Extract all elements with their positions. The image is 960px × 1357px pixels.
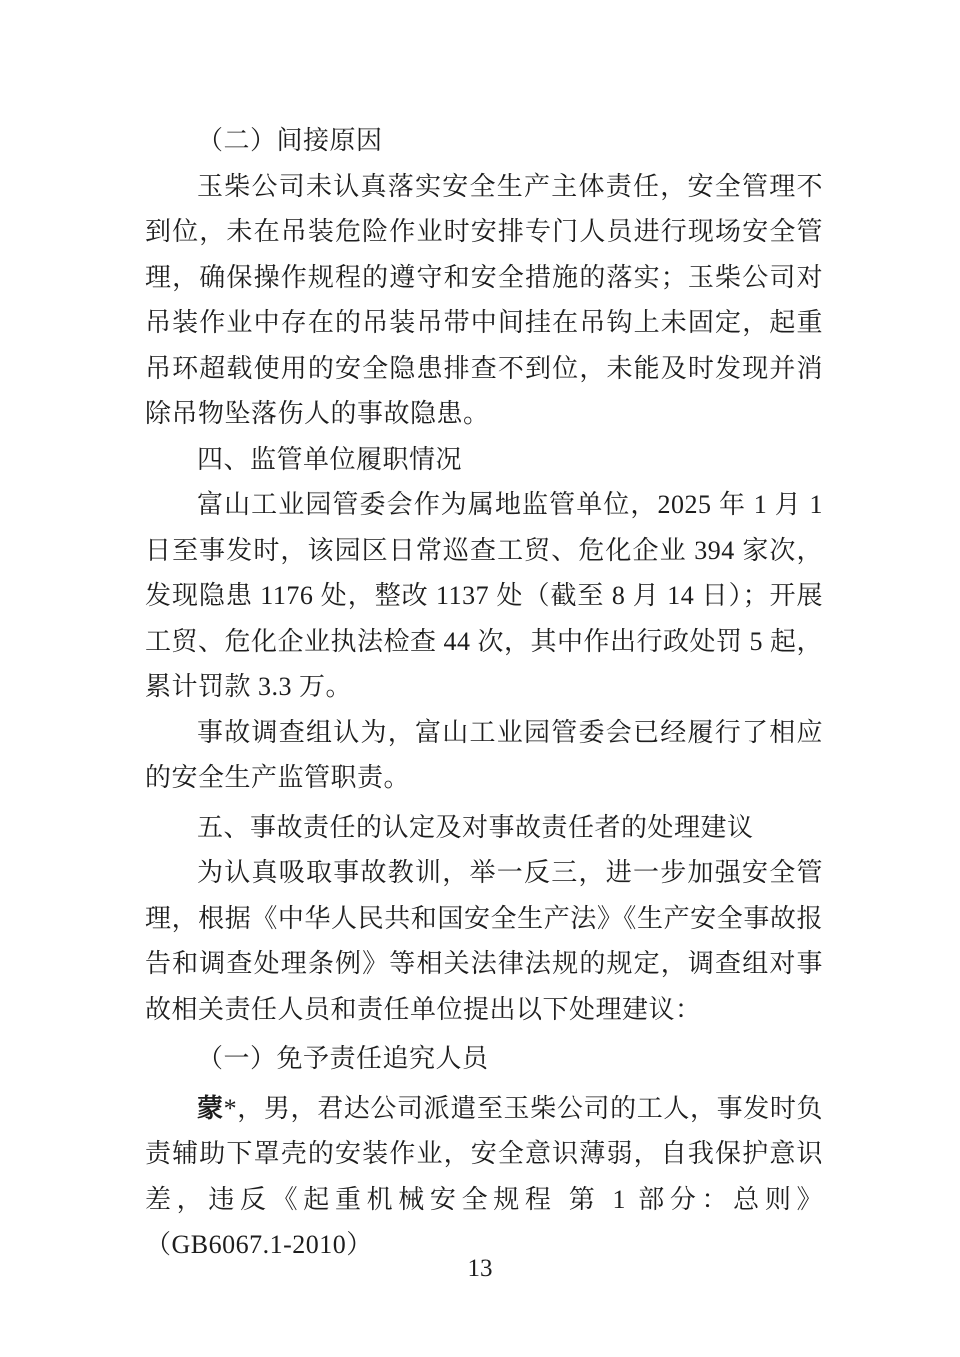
subsection-heading-indirect-cause: （二）间接原因: [197, 126, 383, 155]
paragraph-regulator-inspections: 富山工业园管委会作为属地监管单位，2025 年 1 月 1 日至事发时，该园区日常巡查工贸、危化企业 394 家次，发现隐患 1176 处，整改 1137 处（截至 8 月 14 日）；开展工贸、危化企业执法检查 44 次，其中作出行政处罚 5 起，累计罚款 3.3 万。: [145, 490, 824, 701]
paragraph-legal-basis: 为认真吸取事故教训，举一反三，进一步加强安全管理，根据《中华人民共和国安全生产法》《生产安全事故报告和调查处理条例》等相关法律法规的规定，调查组对事故相关责任人员和责任单位提出以下处理建议：: [145, 858, 823, 1024]
paragraph-indirect-cause: 玉柴公司未认真落实安全生产主体责任，安全管理不到位，未在吊装危险作业时安排专门人员进行现场安全管理，确保操作规程的遵守和安全措施的落实；玉柴公司对吊装作业中存在的吊装吊带中间挂在吊钩上未固定，起重吊环超载使用的安全隐患排查不到位，未能及时发现并消除吊物坠落伤人的事故隐患。: [145, 171, 823, 428]
person-description: *，男，君达公司派遣至玉柴公司的工人，事发时负责辅助下罩壳的安装作业，安全意识薄弱，自我保护意识差，违反《起重机械安全规程 第 1 部分：总则》（GB6067.1-2010）: [145, 1093, 823, 1259]
section-heading-regulator-duty: 四、监管单位履职情况: [197, 443, 463, 474]
paragraph-exempt-person-meng: [145, 1086, 823, 1268]
subsection-heading-exempt-persons: （一）免予责任追究人员: [197, 1044, 489, 1073]
section-heading-responsibility: 五、事故责任的认定及对事故责任者的处理建议: [197, 811, 754, 842]
paragraph-regulator-conclusion: 事故调查组认为，富山工业园管委会已经履行了相应的安全生产监管职责。: [145, 717, 823, 792]
document-body: [145, 118, 823, 1268]
page-number: 13: [467, 1255, 493, 1282]
person-name-bold: 蒙: [197, 1093, 224, 1123]
